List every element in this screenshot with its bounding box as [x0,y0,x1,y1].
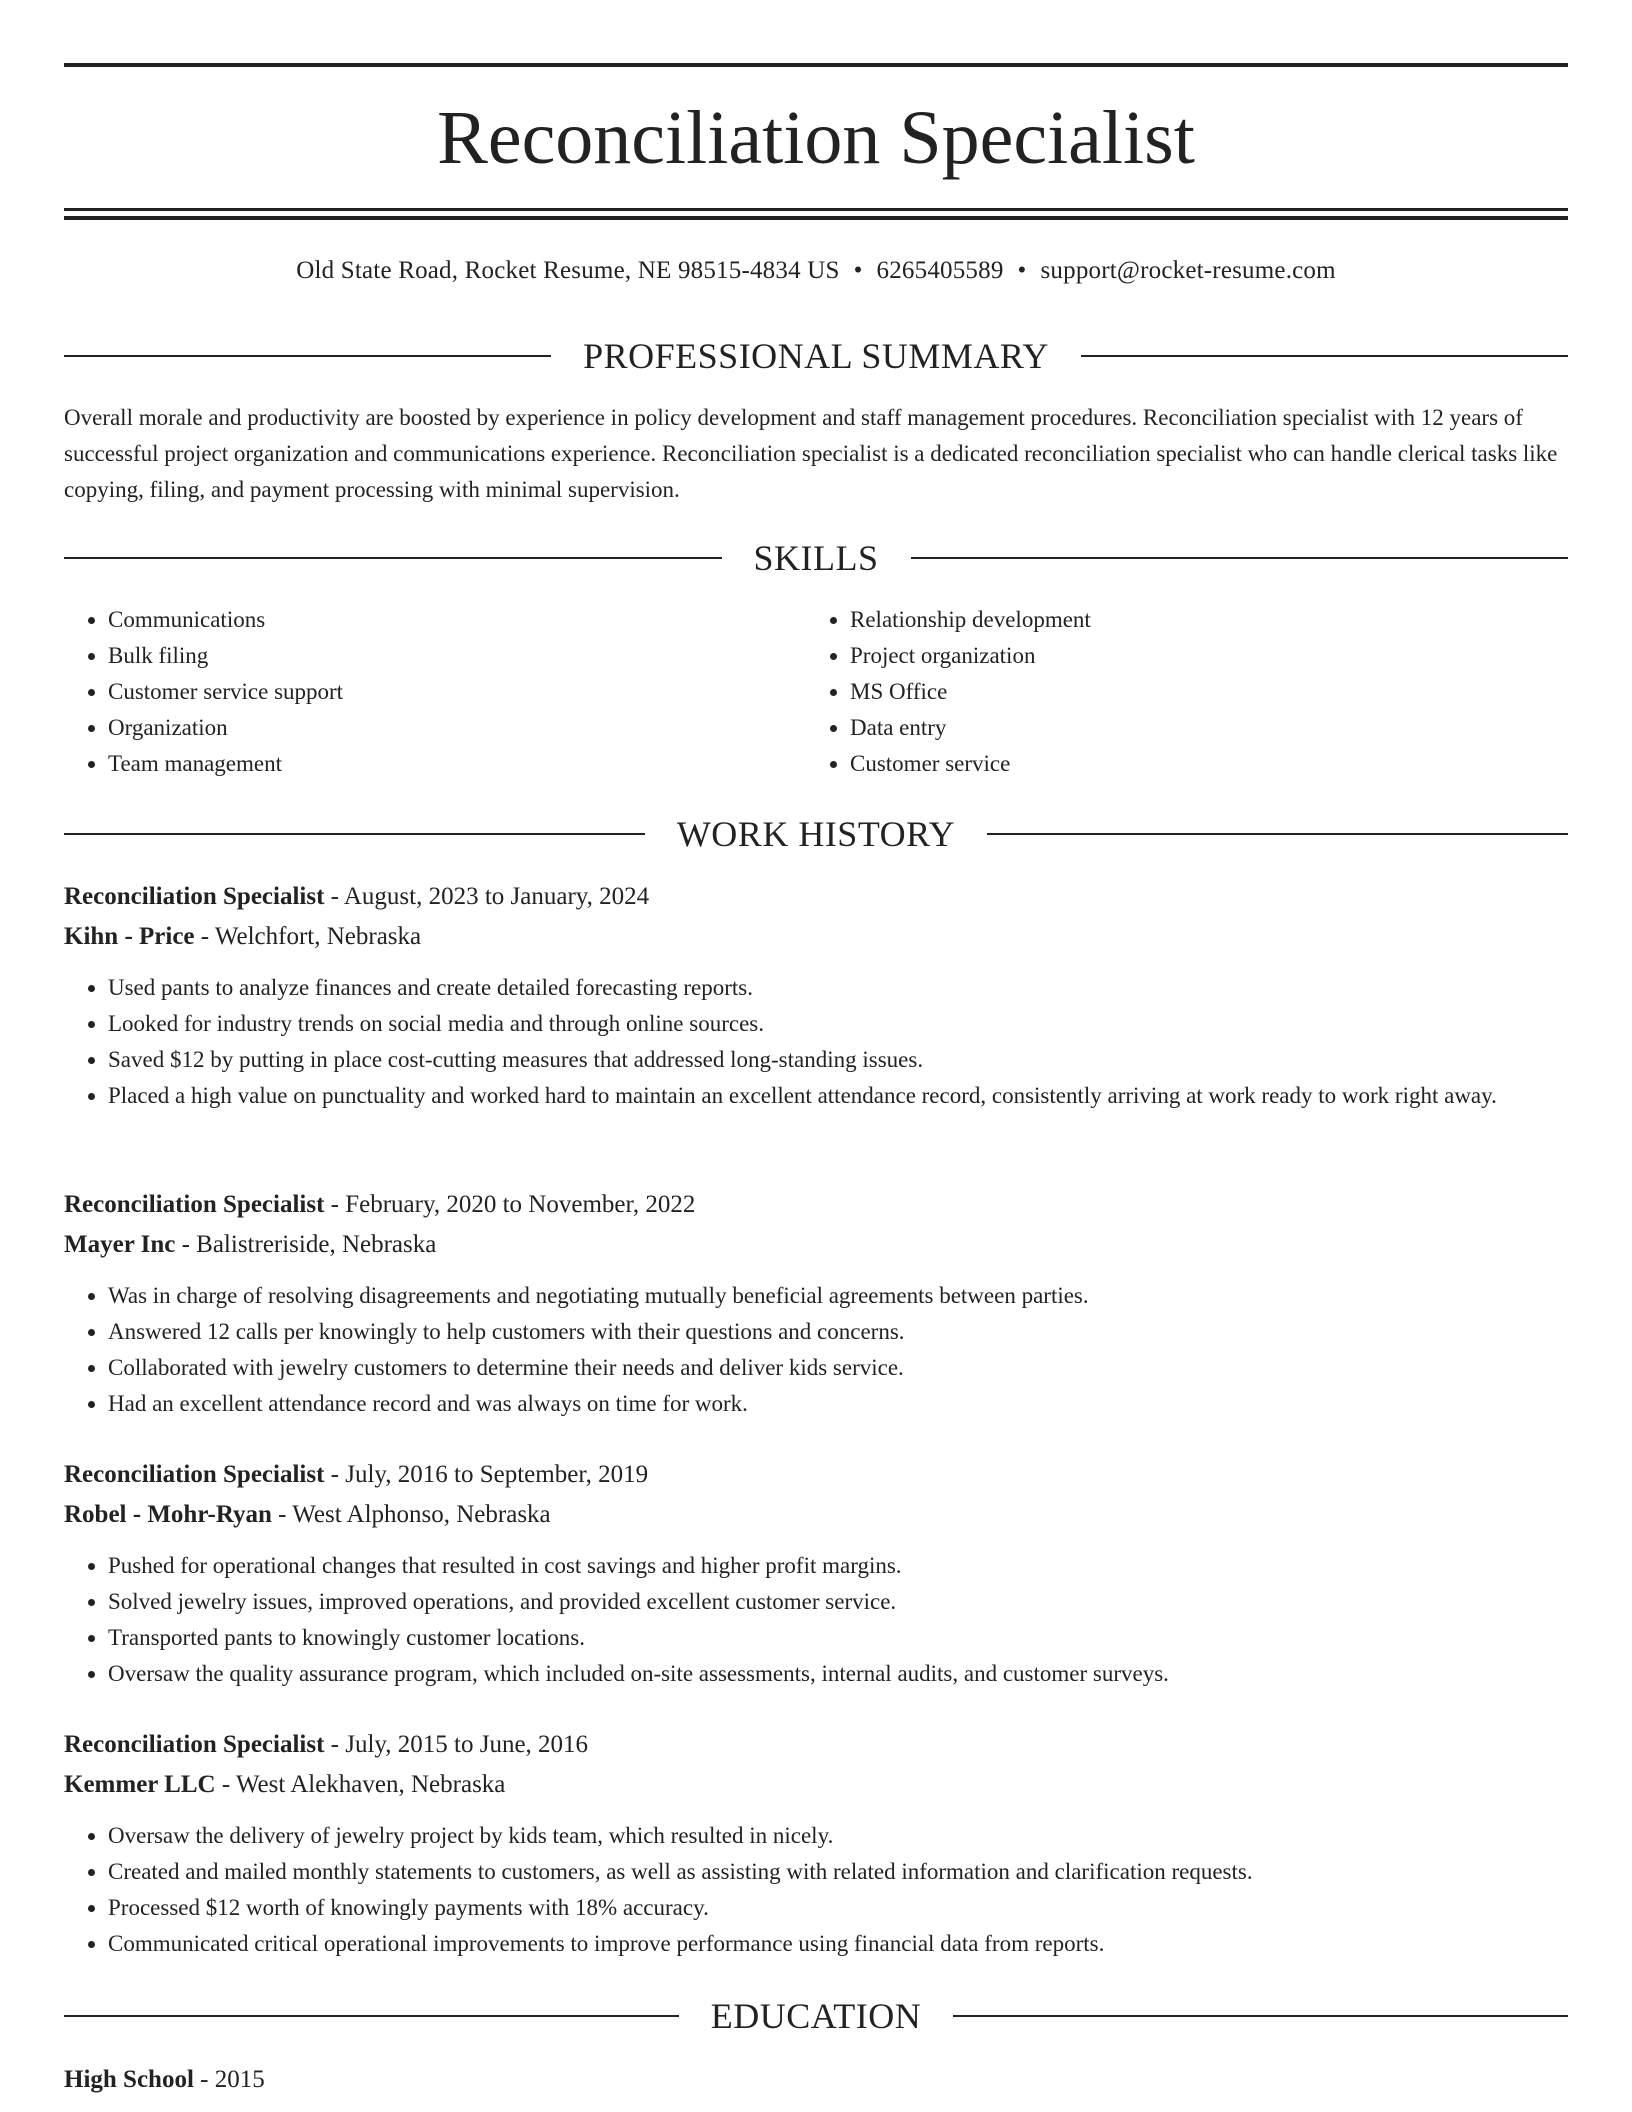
summary-heading [64,334,1568,378]
heading-rule-left [64,557,722,559]
job-title-line [64,1725,1568,1765]
job-company-line [64,1495,1568,1535]
job-bullets [64,970,1568,1114]
skill-item: • Bulk filing [108,638,806,674]
job-entry [64,877,1568,1114]
job-location: - West Alekhaven, Nebraska [215,1771,506,1798]
job-bullet: • Answered 12 calls per knowingly to help customers with their questions and concerns. [108,1314,1568,1350]
job-bullet: • Pushed for operational changes that resulted in cost savings and higher profit margins. [108,1548,1568,1584]
skill-item: • Communications [108,602,806,638]
job-dates: - February, 2020 to November, 2022 [324,1191,696,1218]
job-company: Robel - Mohr-Ryan [64,1501,272,1528]
contact-email: support@rocket-resume.com [1040,257,1336,284]
job-company: Mayer Inc [64,1231,176,1258]
job-location: - West Alphonso, Nebraska [271,1501,551,1528]
contact-line [64,255,1568,287]
job-bullet: • Communicated critical operational improvements to improve performance using financial data from reports. [108,1926,1568,1962]
skills-heading [64,536,1568,580]
resume-page [64,0,1568,2112]
summary-text: Overall morale and productivity are boosted by experience in policy development and staff management procedures. Reconciliation specialist with 12 years of successful project organization and communications experience. Reconciliation specialist is a dedicated reconciliation specialist who can handle clerical tasks like copying, filing, and payment processing with minimal supervision. [64,405,1558,502]
contact-phone: 6265405589 [876,257,1004,284]
skills-column-right [806,602,1548,782]
job-entry [64,1455,1568,1692]
contact-separator: • [1017,257,1027,284]
job-company: Kihn - Price [64,923,195,950]
education-heading-label: EDUCATION [710,1996,922,2036]
job-title-line [64,1185,1568,1225]
job-company-line [64,1765,1568,1805]
job-location: - Welchfort, Nebraska [194,923,422,950]
skills-list [64,602,1568,782]
job-bullet: • Created and mailed monthly statements to customers, as well as assisting with related information and clarification requests. [108,1854,1568,1890]
job-title: Reconciliation Specialist [64,883,325,910]
job-title-line [64,877,1568,917]
skill-item: • Data entry [850,710,1548,746]
job-dates: - July, 2015 to June, 2016 [324,1731,589,1758]
title-double-rule [64,208,1568,220]
heading-rule-right [953,2015,1568,2017]
summary-heading-label: PROFESSIONAL SUMMARY [583,336,1049,376]
job-bullet: • Transported pants to knowingly customer locations. [108,1620,1568,1656]
skills-heading-label: SKILLS [753,538,879,578]
skill-item: • MS Office [850,674,1548,710]
education-year: - 2015 [193,2066,265,2093]
skill-item: • Relationship development [850,602,1548,638]
job-bullet: • Collaborated with jewelry customers to determine their needs and deliver kids service. [108,1350,1568,1386]
job-entry [64,1725,1568,1962]
job-bullet: • Oversaw the quality assurance program, which included on-site assessments, internal audits, and customer surveys. [108,1656,1568,1692]
job-bullet: • Placed a high value on punctuality and worked hard to maintain an excellent attendance record, consistently arriving at work ready to work right away. [108,1078,1568,1114]
job-bullet: • Used pants to analyze finances and create detailed forecasting reports. [108,970,1568,1006]
job-bullet: • Saved $12 by putting in place cost-cutting measures that addressed long-standing issues. [108,1042,1568,1078]
job-bullet: • Solved jewelry issues, improved operations, and provided excellent customer service. [108,1584,1568,1620]
contact-separator: • [853,257,863,284]
skills-column-left [64,602,806,782]
education-degree: High School [64,2066,194,2093]
job-entry [64,1185,1568,1422]
job-company-line [64,917,1568,957]
heading-rule-left [64,833,645,835]
work-history-heading-label: WORK HISTORY [676,814,956,854]
skill-item: • Customer service support [108,674,806,710]
job-bullets [64,1278,1568,1422]
education-degree-line [64,2060,1568,2100]
job-title: Reconciliation Specialist [64,1461,325,1488]
job-bullet: • Oversaw the delivery of jewelry project by kids team, which resulted in nicely. [108,1818,1568,1854]
job-bullet: • Had an excellent attendance record and was always on time for work. [108,1386,1568,1422]
education-heading [64,1994,1568,2038]
job-title: Reconciliation Specialist [64,1731,325,1758]
resume-title: Reconciliation Specialist [437,96,1195,180]
heading-rule-right [987,833,1568,835]
contact-address: Old State Road, Rocket Resume, NE 98515-4834 US [296,257,840,284]
job-company: Kemmer LLC [64,1771,216,1798]
top-rule [64,63,1568,67]
heading-rule-right [1081,355,1568,357]
job-title-line [64,1455,1568,1495]
heading-rule-right [911,557,1569,559]
skill-item: • Customer service [850,746,1548,782]
skill-item: • Team management [108,746,806,782]
heading-rule-left [64,2015,679,2017]
job-company-line [64,1225,1568,1265]
job-bullets [64,1548,1568,1692]
job-bullet: • Looked for industry trends on social media and through online sources. [108,1006,1568,1042]
education-entry [64,2060,1568,2100]
skill-item: • Project organization [850,638,1548,674]
job-title: Reconciliation Specialist [64,1191,325,1218]
job-dates: - August, 2023 to January, 2024 [324,883,650,910]
job-bullets [64,1818,1568,1962]
job-location: - Balistreriside, Nebraska [175,1231,437,1258]
work-history-heading [64,812,1568,856]
job-bullet: • Processed $12 worth of knowingly payments with 18% accuracy. [108,1890,1568,1926]
job-dates: - July, 2016 to September, 2019 [324,1461,649,1488]
skill-item: • Organization [108,710,806,746]
heading-rule-left [64,355,551,357]
job-bullet: • Was in charge of resolving disagreements and negotiating mutually beneficial agreements between parties. [108,1278,1568,1314]
